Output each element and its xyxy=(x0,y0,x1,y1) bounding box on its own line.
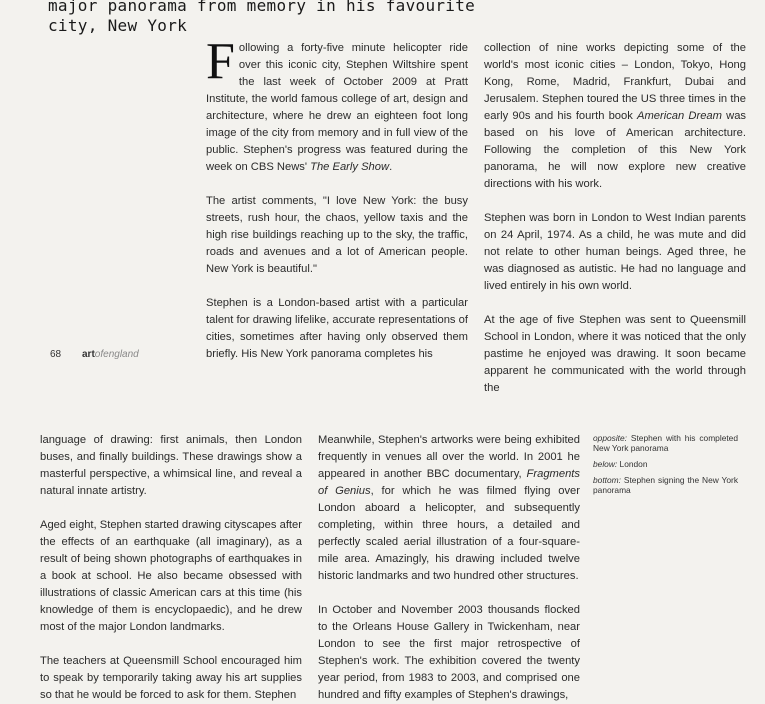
paragraph: collection of nine works depicting some of the world's most iconic cities – London, Tokyo, Hong Kong, Rome, Madrid, Frankfurt, Dubai and Jerusalem. Stephen toured the US three times in the early 90s and his fourth book American Dream was based on his love of American architecture. Following the completion of this New York panorama, he will now explore new creative directions with his work. xyxy=(484,42,747,190)
paragraph: At the age of five Stephen was sent to Queensmill School in London, where it was noticed that the only pastime he enjoyed was drawing. It soon became apparent he communicated with the world through the xyxy=(484,314,746,394)
headline xyxy=(48,0,488,36)
magazine-logo: artofengland xyxy=(82,349,139,360)
caption-bottom: bottom: Stephen signing the New York panorama xyxy=(593,475,739,495)
documentary-title: Fragments of Genius xyxy=(318,468,580,497)
column-top-left xyxy=(206,33,468,363)
paragraph: Stephen is a London-based artist with a particular talent for drawing lifelike, accurate representations of cities, sometimes after having only observed them briefly. His New York panorama completes his xyxy=(206,297,468,360)
paragraph: language of drawing: first animals, then London buses, and finally buildings. These drawings show a masterful perspective, a whimsical line, and reveal a natural innate artistry. xyxy=(40,434,302,497)
book-title: American Dream xyxy=(637,110,722,122)
show-title: The Early Show xyxy=(310,161,390,173)
page-number: 68 xyxy=(50,349,62,360)
drop-cap: F xyxy=(206,33,235,90)
paragraph: The artist comments, "I love New York: the busy streets, rush hour, the chaos, yellow taxis and the high rise buildings reaching up to the sky, the traffic, roads and avenues and a lot of American people. New York is beautiful." xyxy=(206,195,468,275)
column-bottom-middle xyxy=(318,432,580,704)
paragraph: Meanwhile, Stephen's artworks were being exhibited frequently in venues all over the world. In 2001 he appeared in another BBC documentary, Fragments of Genius, for which he was filmed flying over London aboard a helicopter, and subsequently completing, within three hours, a detailed and perfectly scaled aerial illustration of a four-square-mile area. Amazingly, his drawing included twelve historic landmarks and two hundred other structures. xyxy=(318,434,580,582)
headline-line-2: city, New York xyxy=(48,16,188,35)
paragraph: Following a forty-five minute helicopter ride over this iconic city, Stephen Wiltshire spent the last week of October 2009 at Pratt Institute, the world famous college of art, design and architecture, where he drew an eighteen foot long image of the city from memory and in full view of the public. Stephen's progress was featured during the week on CBS News' The Early Show. xyxy=(206,33,468,173)
column-top-right xyxy=(484,40,746,397)
paragraph: In October and November 2003 thousands flocked to the Orleans House Gallery in Twickenham, near London to see the first major retrospective of Stephen's work. The exhibition covered the twenty year period, from 1983 to 2003, and comprised one hundred and fifty examples of Stephen's drawings, xyxy=(318,604,580,701)
caption-opposite: opposite: Stephen with his completed New York panorama xyxy=(593,433,738,453)
column-bottom-left xyxy=(40,432,302,704)
caption-below: below: London xyxy=(593,459,648,469)
paragraph: Aged eight, Stephen started drawing cityscapes after the effects of an earthquake (all imaginary), as a result of being shown photographs of earthquakes in a book at school. He also became obsessed with illustrations of classic American cars at this time (his knowledge of them is encyclopaedic), and he drew most of the major London landmarks. xyxy=(40,519,302,633)
paragraph: The teachers at Queensmill School encouraged him to speak by temporarily taking away his art supplies so that he would be forced to ask for them. Stephen xyxy=(40,655,302,701)
paragraph: Stephen was born in London to West Indian parents on 24 April, 1974. As a child, he was mute and did not relate to other human beings. Aged three, he was diagnosed as autistic. He had no language and lived entirely in his own world. xyxy=(484,212,746,292)
headline-line-1: major panorama from memory in his favourite xyxy=(48,0,476,15)
